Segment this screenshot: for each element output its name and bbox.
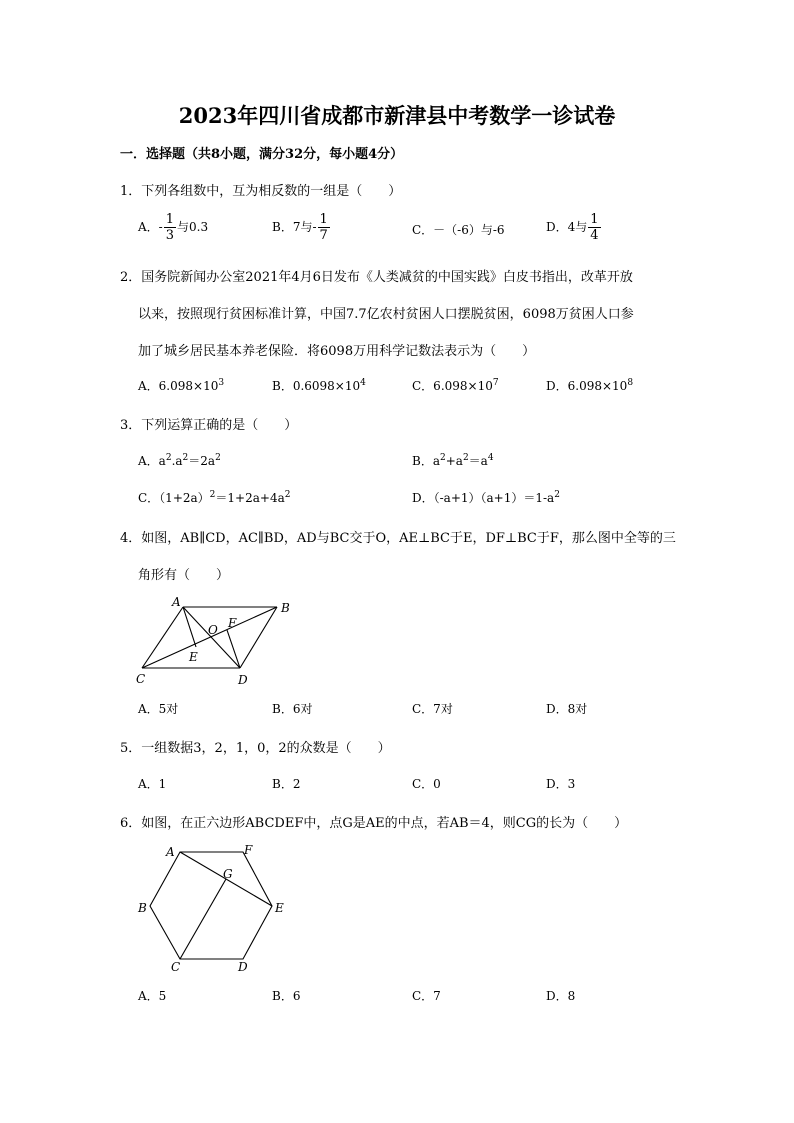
q6-option-c[interactable]: C．7 xyxy=(412,989,441,1003)
q5-option-c[interactable]: C．0 xyxy=(412,777,441,791)
q4-option-d[interactable]: D．8对 xyxy=(546,702,588,716)
q1-option-b[interactable]: B．7与- $\frac{1}{7}$ xyxy=(272,212,328,243)
label-c: C xyxy=(171,960,181,974)
q4-option-b[interactable]: B．6对 xyxy=(272,702,313,716)
q6-option-b[interactable]: B．6 xyxy=(272,989,301,1003)
q1-option-a[interactable]: A．- $\frac{1}{3}$ 与0.3 xyxy=(138,212,209,243)
question-2-line-1: 2．国务院新闻办公室2021年4月6日发布《人类减贫的中国实践》白皮书指出，改革开放 xyxy=(120,270,633,285)
label-d: D xyxy=(238,960,248,974)
q3-option-d[interactable]: D．$(-a+1)(a+1)=1-a^2$ xyxy=(412,490,560,505)
q4-option-c[interactable]: C．7对 xyxy=(412,702,453,716)
label-g: G xyxy=(223,867,233,881)
fraction: $\frac{1}{3}$ xyxy=(165,212,175,243)
fraction: $\frac{1}{4}$ xyxy=(590,212,599,243)
segment-df xyxy=(227,630,240,668)
question-2-line-2: 以来，按照现行贫困标准计算，中国7.7亿农村贫困人口摆脱贫困，6098万贫困人口参 xyxy=(138,307,634,322)
label-a: A xyxy=(166,845,175,859)
label-f: F xyxy=(228,616,237,630)
q5-option-d[interactable]: D．3 xyxy=(546,777,576,791)
label-f: F xyxy=(244,843,253,857)
label-b: B xyxy=(138,901,147,915)
hexagon-figure xyxy=(130,838,300,978)
q4-option-a[interactable]: A．5对 xyxy=(138,702,179,716)
segment-bd xyxy=(240,607,277,668)
label-d: D xyxy=(238,673,248,687)
parallelogram-figure xyxy=(130,590,310,692)
segment-ae xyxy=(183,607,196,647)
q6-option-d[interactable]: D．8 xyxy=(546,989,576,1003)
q2-option-b[interactable]: B．$0.6098\times 10^4$ xyxy=(272,378,366,393)
question-1-stem: 1．下列各组数中，互为相反数的一组是（ ） xyxy=(120,184,402,199)
q3-option-b[interactable]: B．$a^2+a^2=a^4$ xyxy=(412,453,494,468)
segment-cg xyxy=(180,879,226,959)
q2-option-c[interactable]: C．$6.098\times 10^7$ xyxy=(412,378,499,393)
q6-option-a[interactable]: A．5 xyxy=(138,989,167,1003)
page-title: 2023年四川省成都市新津县中考数学一诊试卷 xyxy=(178,103,616,128)
q5-option-b[interactable]: B．2 xyxy=(272,777,301,791)
question-3-stem: 3．下列运算正确的是（ ） xyxy=(120,418,298,433)
label-c: C xyxy=(136,672,146,686)
label-a: A xyxy=(172,595,181,609)
q1-option-d[interactable]: D．4与 $\frac{1}{4}$ xyxy=(546,212,599,243)
q3-option-c[interactable]: C．$(1+2a)^2=1+2a+4a^2$ xyxy=(138,490,291,505)
section-heading: 一．选择题（共8小题，满分32分，每小题4分） xyxy=(120,147,404,162)
label-b: B xyxy=(281,601,290,615)
q5-option-a[interactable]: A．1 xyxy=(138,777,167,791)
label-e: E xyxy=(189,650,198,664)
q2-option-d[interactable]: D．$6.098\times 10^8$ xyxy=(546,378,634,393)
question-4-line-2: 角形有（ ） xyxy=(138,568,230,583)
question-4-line-1: 4．如图，AB∥CD，AC∥BD，AD与BC交于O，AE⊥BC于E，DF⊥BC于F，那么图中全等的三 xyxy=(120,531,676,546)
q1-option-c[interactable]: C．－（-6）与-6 xyxy=(412,223,505,237)
question-2-line-3: 加了城乡居民基本养老保险．将6098万用科学记数法表示为（ ） xyxy=(138,344,536,359)
label-o: O xyxy=(208,623,218,637)
question-6-stem: 6．如图，在正六边形ABCDEF中，点G是AE的中点，若AB＝4，则CG的长为（ ） xyxy=(120,816,628,831)
q3-option-a[interactable]: A．$a^2.a^2=2a^2$ xyxy=(138,453,221,468)
fraction: $\frac{1}{7}$ xyxy=(319,212,328,243)
label-e: E xyxy=(275,901,284,915)
q2-option-a[interactable]: A．$6.098\times 10^3$ xyxy=(138,378,225,393)
question-5-stem: 5．一组数据3，2，1，0，2的众数是（ ） xyxy=(120,741,391,756)
